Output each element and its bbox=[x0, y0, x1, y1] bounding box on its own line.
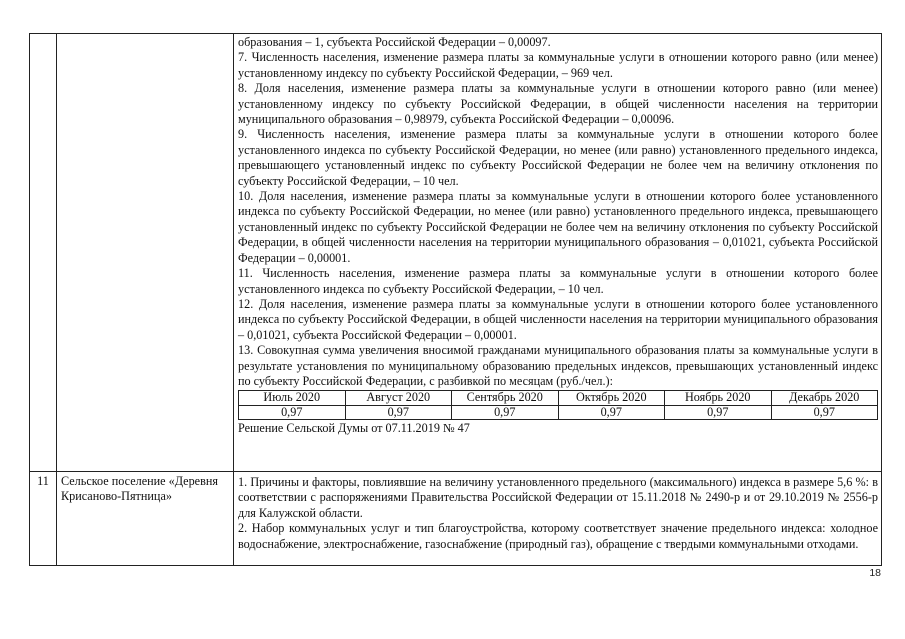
month-value: 0,97 bbox=[771, 405, 878, 420]
paragraph: 12. Доля населения, изменение размера платы за коммунальные услуги в отношении которого более установленного индекса по субъекту Российской Федерации, в общей численности населения на территории муниципального образования – 0,01021, субъекта Российской Федерации – 0,00001. bbox=[238, 296, 878, 342]
paragraph: образования – 1, субъекта Российской Федерации – 0,00097. bbox=[238, 35, 551, 49]
row-number: 11 bbox=[37, 474, 49, 488]
paragraph: 7. Численность населения, изменение размера платы за коммунальные услуги в отношении которого равно (или менее) установленному индексу по субъекту Российской Федерации, – 969 чел. bbox=[238, 50, 878, 80]
paragraph: 11. Численность населения, изменение размера платы за коммунальные услуги в отношении которого более установленного индекса по субъекту Российской Федерации, – 10 чел. bbox=[238, 266, 878, 296]
paragraph: 8. Доля населения, изменение размера платы за коммунальные услуги в отношении которого равно (или менее) установленному индексу по субъекту Российской Федерации, в общей численности населения на территории муниципального образования – 0,98979, субъекта Российской Федерации – 0,00096. bbox=[238, 81, 878, 127]
municipality-name bbox=[57, 34, 233, 38]
table-row bbox=[30, 34, 882, 472]
month-header: Август 2020 bbox=[345, 391, 452, 406]
decision-reference: Решение Сельской Думы от 07.11.2019 № 47 bbox=[238, 421, 470, 436]
month-value: 0,97 bbox=[345, 405, 452, 420]
month-value: 0,97 bbox=[239, 405, 346, 420]
month-header: Июль 2020 bbox=[239, 391, 346, 406]
monthly-increase-table bbox=[238, 390, 878, 420]
details-cell bbox=[234, 34, 882, 472]
indices-table bbox=[29, 33, 882, 566]
months-values-row bbox=[239, 405, 878, 420]
month-header: Декабрь 2020 bbox=[771, 391, 878, 406]
month-header: Сентябрь 2020 bbox=[452, 391, 559, 406]
details-cell bbox=[234, 472, 882, 566]
table-row bbox=[30, 472, 882, 566]
month-value: 0,97 bbox=[665, 405, 772, 420]
month-header: Ноябрь 2020 bbox=[665, 391, 772, 406]
month-header: Октябрь 2020 bbox=[558, 391, 665, 406]
paragraph: 13. Совокупная сумма увеличения вносимой гражданами муниципального образования платы за коммунальные услуги в результате установления по муниципальному образованию предельных индексов, превышающих установленный индекс по субъекту Российской Федерации, с разбивкой по месяцам (руб./чел.): bbox=[238, 343, 878, 388]
paragraph: 10. Доля населения, изменение размера платы за коммунальные услуги в отношении которого более установленного индекса по субъекту Российской Федерации, но менее (или равно) установленного предельного индекса, превышающего установленный индекс по субъекту Российской Федерации не более чем на величину отклонения по субъекту Российской Федерации, в общей численности населения на территории муниципального образования – 0,01021, субъекта Российской Федерации – 0,00001. bbox=[238, 189, 878, 265]
row-number-cell bbox=[30, 34, 57, 472]
paragraph: 9. Численность населения, изменение размера платы за коммунальные услуги в отношении которого более установленного индекса по субъекту Российской Федерации, но менее (или равно) установленного предельного индекса, превышающего установленный индекс по субъекту Российской Федерации не более чем на величину отклонения по субъекту Российской Федерации, – 10 чел. bbox=[238, 127, 878, 188]
municipality-name-cell bbox=[57, 472, 234, 566]
municipality-name: Сельское поселение «Деревня Крисаново-Пятница» bbox=[61, 474, 218, 504]
month-value: 0,97 bbox=[558, 405, 665, 420]
paragraph: 1. Причины и факторы, повлиявшие на величину установленного предельного (максимального) индекса в размере 5,6 %: в соответствии с распоряжениями Правительства Российской Федерации от 15.11.2018 № 2490-р и от 29.10.2019 № 2556-р для Калужской области. bbox=[238, 475, 878, 520]
row-number-cell bbox=[30, 472, 57, 566]
page-number: 18 bbox=[869, 567, 881, 579]
municipality-name-cell bbox=[57, 34, 234, 472]
paragraph: 2. Набор коммунальных услуг и тип благоустройства, которому соответствует значение предельного индекса: холодное водоснабжение, электроснабжение, газоснабжение (природный газ), обращение с твердыми коммунальными отходами. bbox=[238, 521, 878, 551]
row-number bbox=[30, 34, 56, 38]
month-value: 0,97 bbox=[452, 405, 559, 420]
months-header-row bbox=[239, 391, 878, 406]
